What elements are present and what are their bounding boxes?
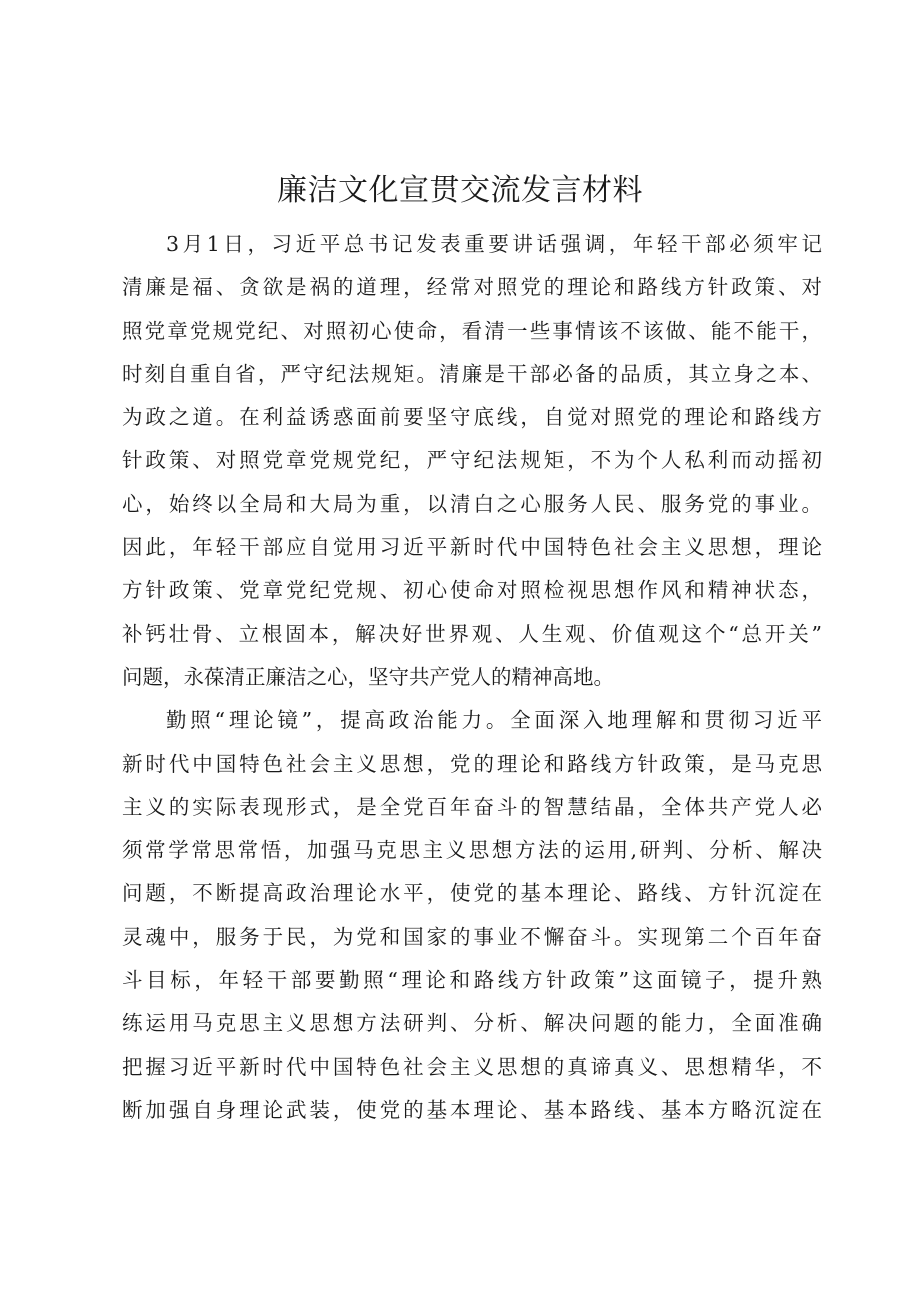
document-body [122,223,822,1132]
document-title: 廉洁文化宣贯交流发言材料 [277,173,643,208]
paragraph-line: 新时代中国特色社会主义思想，党的理论和路线方针政策，是马克思 [122,751,822,776]
paragraph-line: 须常学常思常悟，加强马克思主义思想方法的运用,研判、分析、解决 [122,838,822,863]
paragraph-line: 照党章党规党纪、对照初心使命，看清一些事情该不该做、能不能干， [122,318,822,343]
paragraph-1 [122,223,822,699]
paragraph-line: 问题，永葆清正廉洁之心，坚守共产党人的精神高地。 [122,664,614,689]
paragraph-line: 心，始终以全局和大局为重，以清白之心服务人民、服务党的事业。 [122,491,822,516]
paragraph-line: 因此，年轻干部应自觉用习近平新时代中国特色社会主义思想，理论 [122,535,822,560]
paragraph-line: 时刻自重自省，严守纪法规矩。清廉是干部必备的品质，其立身之本、 [122,361,822,386]
paragraph-line: 补钙壮骨、立根固本，解决好世界观、人生观、价值观这个“总开关” [122,621,822,646]
paragraph-line: 灵魂中，服务于民，为党和国家的事业不懈奋斗。实现第二个百年奋 [122,924,822,949]
paragraph-2 [122,699,822,1132]
paragraph-line: 针政策、对照党章党规党纪，严守纪法规矩，不为个人私利而动摇初 [122,448,822,473]
paragraph-line: 清廉是福、贪欲是祸的道理，经常对照党的理论和路线方针政策、对 [122,275,822,300]
paragraph-line: 方针政策、党章党纪党规、初心使命对照检视思想作风和精神状态， [122,578,822,603]
paragraph-line: 问题，不断提高政治理论水平，使党的基本理论、路线、方针沉淀在 [122,881,822,906]
paragraph-line: 练运用马克思主义思想方法研判、分析、解决问题的能力，全面准确 [122,1011,822,1036]
paragraph-line: 把握习近平新时代中国特色社会主义思想的真谛真义、思想精华，不 [122,1054,822,1079]
paragraph-line: 斗目标，年轻干部要勤照“理论和路线方针政策”这面镜子，提升熟 [122,968,822,993]
paragraph-line: 勤照“理论镜”，提高政治能力。全面深入地理解和贯彻习近平 [166,708,822,733]
paragraph-line: 断加强自身理论武装，使党的基本理论、基本路线、基本方略沉淀在 [122,1097,822,1122]
paragraph-line: 为政之道。在利益诱惑面前要坚守底线，自觉对照党的理论和路线方 [122,405,822,430]
paragraph-line: 3月1日，习近平总书记发表重要讲话强调，年轻干部必须牢记 [166,232,822,256]
paragraph-line: 主义的实际表现形式，是全党百年奋斗的智慧结晶，全体共产党人必 [122,794,822,819]
